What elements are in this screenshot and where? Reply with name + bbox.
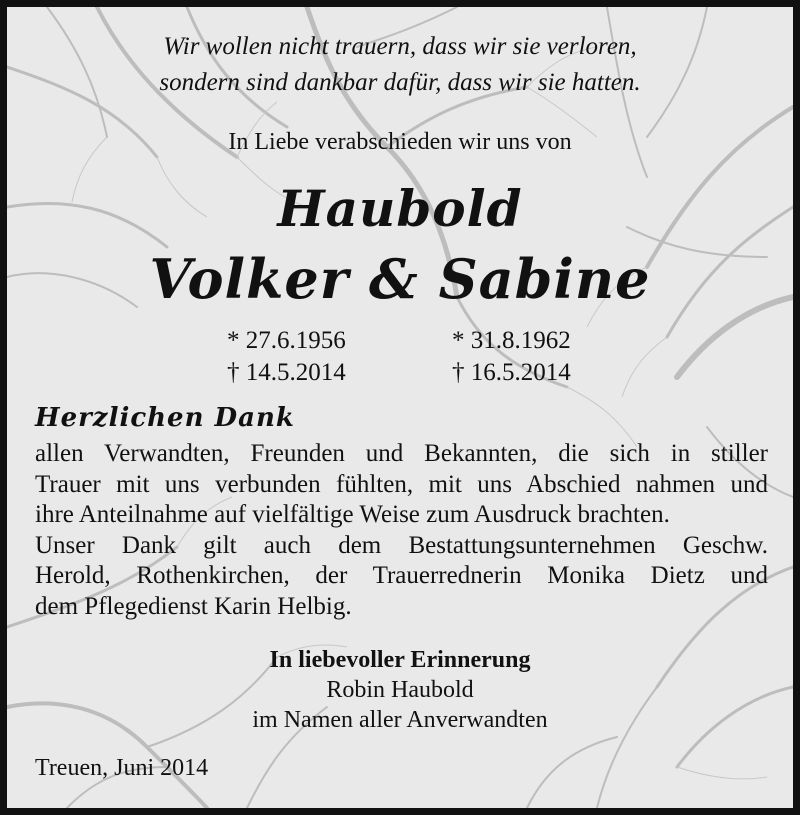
quote-line-2: sondern sind dankbar dafür, dass wir sie hatten. [159,69,641,96]
thanks-heading: Herzlichen Dank [35,403,295,433]
thanks-line: Herold, Rothenkirchen, der Trauerrednerin Monika Dietz und [35,562,768,590]
notice-content [7,7,793,808]
sabine-birth-date: * 31.8.1962 [452,327,571,354]
signature-on-behalf: im Namen aller Anverwandten [252,707,548,733]
thanks-line: allen Verwandten, Freunden und Bekannten, die sich in stiller [35,440,768,467]
quote-line-1: Wir wollen nicht trauern, dass wir sie verloren, [163,33,637,60]
place-and-date: Treuen, Juni 2014 [35,755,209,781]
signature-name: Robin Haubold [326,677,474,703]
intro-text: In Liebe verabschieden wir uns von [228,129,572,155]
volker-death-date: † 14.5.2014 [227,359,346,386]
sabine-death-date: † 16.5.2014 [452,359,571,386]
signature-closing: In liebevoller Erinnerung [269,647,531,673]
volker-birth-date: * 27.6.1956 [227,327,346,354]
given-names: Volker & Sabine [149,247,651,311]
thanks-line: Trauer mit uns verbunden fühlten, mit uns Abschied nahmen und [35,470,768,498]
thanks-line: ihre Anteilnahme auf vielfältige Weise zum Ausdruck brachten. [35,501,670,529]
thanks-text [35,439,768,623]
thanks-line: dem Pflegedienst Karin Helbig. [35,592,352,620]
thanks-line: Unser Dank gilt auch dem Bestattungsunternehmen Geschw. [35,531,768,559]
surname: Haubold [277,179,523,238]
